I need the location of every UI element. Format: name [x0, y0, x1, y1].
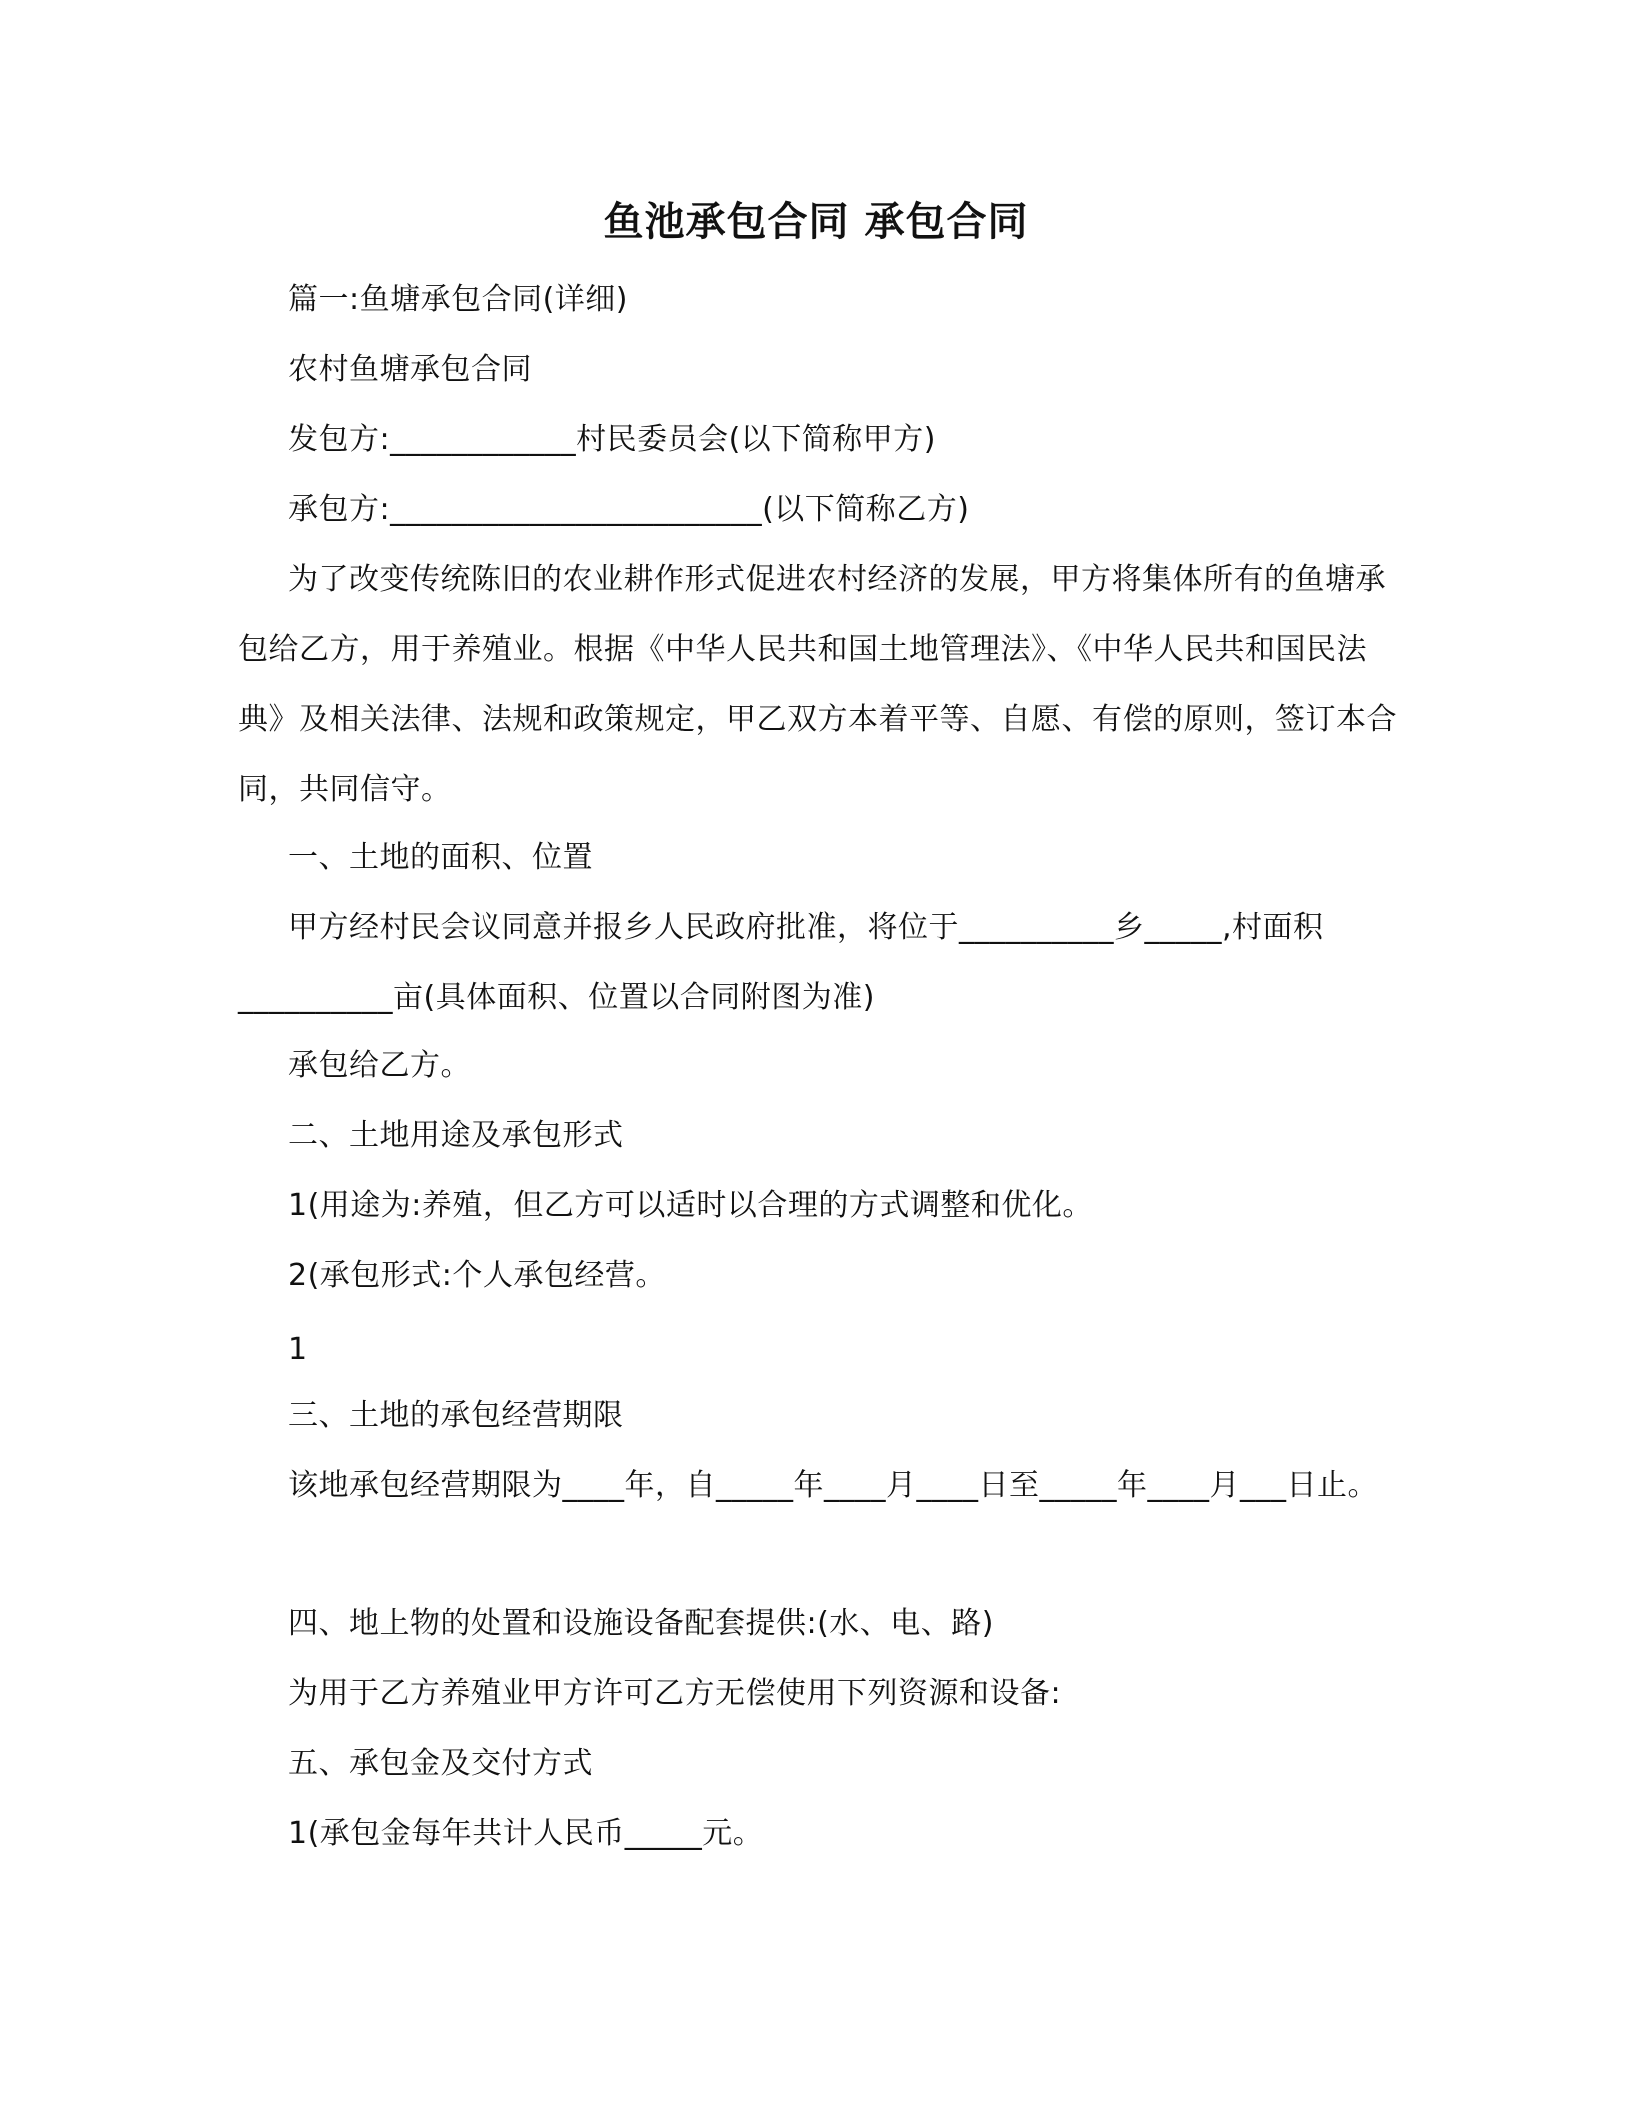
- land-location-paragraph: 甲方经村民会议同意并报乡人民政府批准，将位于__________乡_____,村面积__________亩(具体面积、位置以合同附图为准): [238, 910, 1324, 1015]
- party-a-line: 发包方:____________村民委员会(以下简称甲方): [288, 422, 937, 457]
- section-heading-2: 二、土地用途及承包形式: [288, 1118, 624, 1153]
- section-heading-1: 一、土地的面积、位置: [288, 840, 593, 875]
- clause-2-2: 2(承包形式:个人承包经营。: [288, 1258, 666, 1293]
- resources-clause: 为用于乙方养殖业甲方许可乙方无偿使用下列资源和设备:: [288, 1676, 1062, 1711]
- page-number: 1: [288, 1332, 308, 1367]
- party-b-line: 承包方:________________________(以下简称乙方): [288, 492, 970, 527]
- land-location-continuation: 承包给乙方。: [288, 1048, 471, 1083]
- section-heading-4: 四、地上物的处置和设施设备配套提供:(水、电、路): [288, 1606, 995, 1641]
- clause-5-1: 1(承包金每年共计人民币_____元。: [288, 1816, 764, 1851]
- clause-2-1: 1(用途为:养殖，但乙方可以适时以合理的方式调整和优化。: [288, 1188, 1093, 1223]
- section-heading-5: 五、承包金及交付方式: [288, 1746, 593, 1781]
- document-title: 鱼池承包合同 承包合同: [603, 199, 1029, 245]
- contract-subtitle: 农村鱼塘承包合同: [288, 352, 532, 387]
- section-heading-part-one: 篇一:鱼塘承包合同(详细): [288, 282, 629, 317]
- section-heading-3: 三、土地的承包经营期限: [288, 1398, 624, 1433]
- term-paragraph: 该地承包经营期限为____年，自_____年____月____日至_____年____月___日止。: [288, 1468, 1378, 1503]
- preamble-paragraph: 为了改变传统陈旧的农业耕作形式促进农村经济的发展，甲方将集体所有的鱼塘承包给乙方，用于养殖业。根据《中华人民共和国土地管理法》、《中华人民共和国民法典》及相关法律、法规和政策规定，甲乙双方本着平等、自愿、有偿的原则，签订本合同，共同信守。: [238, 562, 1397, 807]
